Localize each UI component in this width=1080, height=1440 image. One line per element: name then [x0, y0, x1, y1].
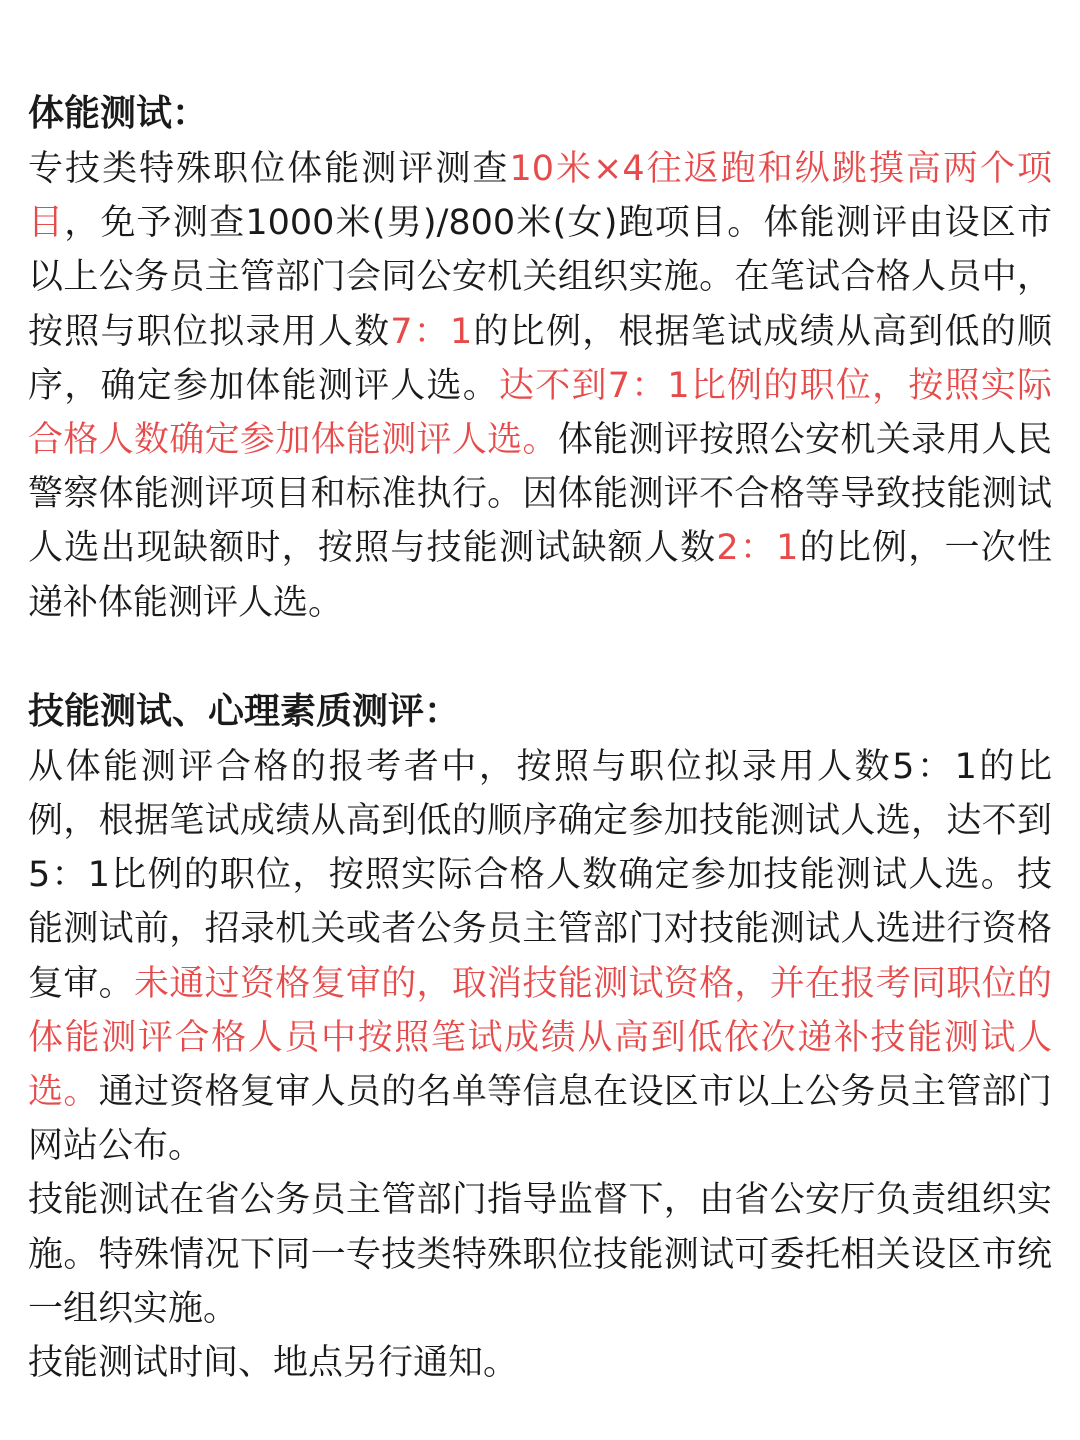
text-run: 体能测评按照公安机关录用人民警察体能测评项目和标准执行。因体能测评不合格等导致技能测试人选出现缺额时，按照与技能测试缺额人数: [28, 420, 1052, 569]
highlighted-text-run: 未通过资格复审的，取消技能测试资格，并在报考同职位的体能测评合格人员中按照笔试成绩从高到低依次递补技能测试人选。: [28, 963, 1052, 1113]
highlighted-text-run: 7：1: [390, 311, 473, 352]
highlighted-text-run: 达不到7：1比例的职位，按照实际合格人数确定参加体能测评人选。: [28, 365, 1052, 461]
skill-test-paragraph: [28, 740, 1052, 1174]
text-run: 的比例，一次性递补体能测评人选。: [28, 528, 1052, 623]
section-heading-skill-test: 技能测试、心理素质测评：: [28, 690, 461, 732]
text-run: 从体能测评合格的报考者中，按照与职位拟录用人数5：1的比例，根据笔试成绩从高到低的顺序确定参加技能测试人选，达不到5：1比例的职位，按照实际合格人数确定参加技能测试人选。技能测试前，招录机关或者公务员主管部门对技能测试人选进行资格复审。: [28, 746, 1052, 1004]
section-heading-physical-test: 体能测试：: [28, 93, 209, 134]
text-run: ，免予测查1000米(男)/800米(女)跑项目。体能测评由设区市以上公务员主管部门会同公安机关组织实施。在笔试合格人员中，按照与职位拟录用人数: [28, 203, 1052, 352]
text-run: 专技类特殊职位体能测评测查: [28, 149, 510, 189]
physical-test-paragraph: [28, 142, 1052, 630]
highlighted-text-run: 2：1: [716, 528, 799, 569]
skill-test-organization-paragraph: 技能测试在省公务员主管部门指导监督下，由省公安厅负责组织实施。特殊情况下同一专技类特殊职位技能测试可委托相关设区市统一组织实施。: [28, 1180, 1052, 1329]
document-page: [28, 86, 1052, 1390]
text-run: 的比例，根据笔试成绩从高到低的顺序，确定参加体能测评人选。: [28, 311, 1052, 406]
text-run: 通过资格复审人员的名单等信息在设区市以上公务员主管部门网站公布。: [28, 1072, 1052, 1167]
skill-test-notice-paragraph: 技能测试时间、地点另行通知。: [28, 1343, 519, 1384]
section-spacer: [28, 630, 1052, 684]
highlighted-text-run: 10米×4往返跑和纵跳摸高两个项目: [28, 149, 1052, 244]
